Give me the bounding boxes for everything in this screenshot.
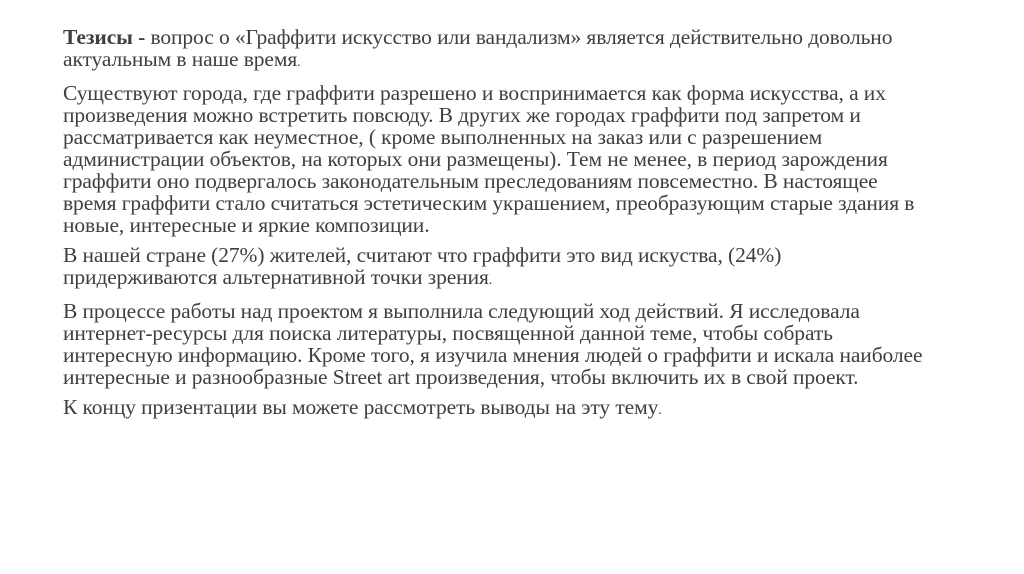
conclusion-paragraph <box>63 396 933 422</box>
conclusion-period: . <box>658 403 662 418</box>
statistics-period: . <box>488 273 493 288</box>
cities-paragraph: Существуют города, где граффити разрешено и воспринимается как форма искусства, а их произведения можно встретить повсюду. В других же городах граффити под запретом и рассматривается как неуместное, ( кроме выполненных на заказ или с разрешением администрации объектов, на которых они размещены). Тем не менее, в период зарождения граффити оно подвергалось законодательным преследованиям повсеместно. В настоящее время граффити стало считаться эстетическим украшением, преобразующим старые здания в новые, интересные и яркие композиции. <box>63 81 915 237</box>
process-paragraph: В процессе работы над проектом я выполнила следующий ход действий. Я исследовала интернет-ресурсы для поиска литературы, посвященной данной теме, чтобы собрать интересную информацию. Кроме того, я изучила мнения людей о граффити и искала наиболее интересные и разнообразные Street art произведения, чтобы включить их в свой проект. <box>63 299 923 389</box>
statistics-paragraph <box>63 244 933 292</box>
slide-body <box>63 26 933 430</box>
thesis-paragraph <box>63 26 933 74</box>
thesis-period: . <box>297 55 301 70</box>
statistics-text: В нашей стране (27%) жителей, считают что граффити это вид искуства, (24%) придерживаются альтернативной точки зрения <box>63 243 782 289</box>
conclusion-text: К концу призентации вы можете рассмотреть выводы на эту тему <box>63 395 659 419</box>
thesis-label: Тезисы - <box>63 25 151 49</box>
thesis-text: вопрос о «Граффити искусство или вандализм» является действительно довольно актуальным в наше время <box>63 25 893 71</box>
